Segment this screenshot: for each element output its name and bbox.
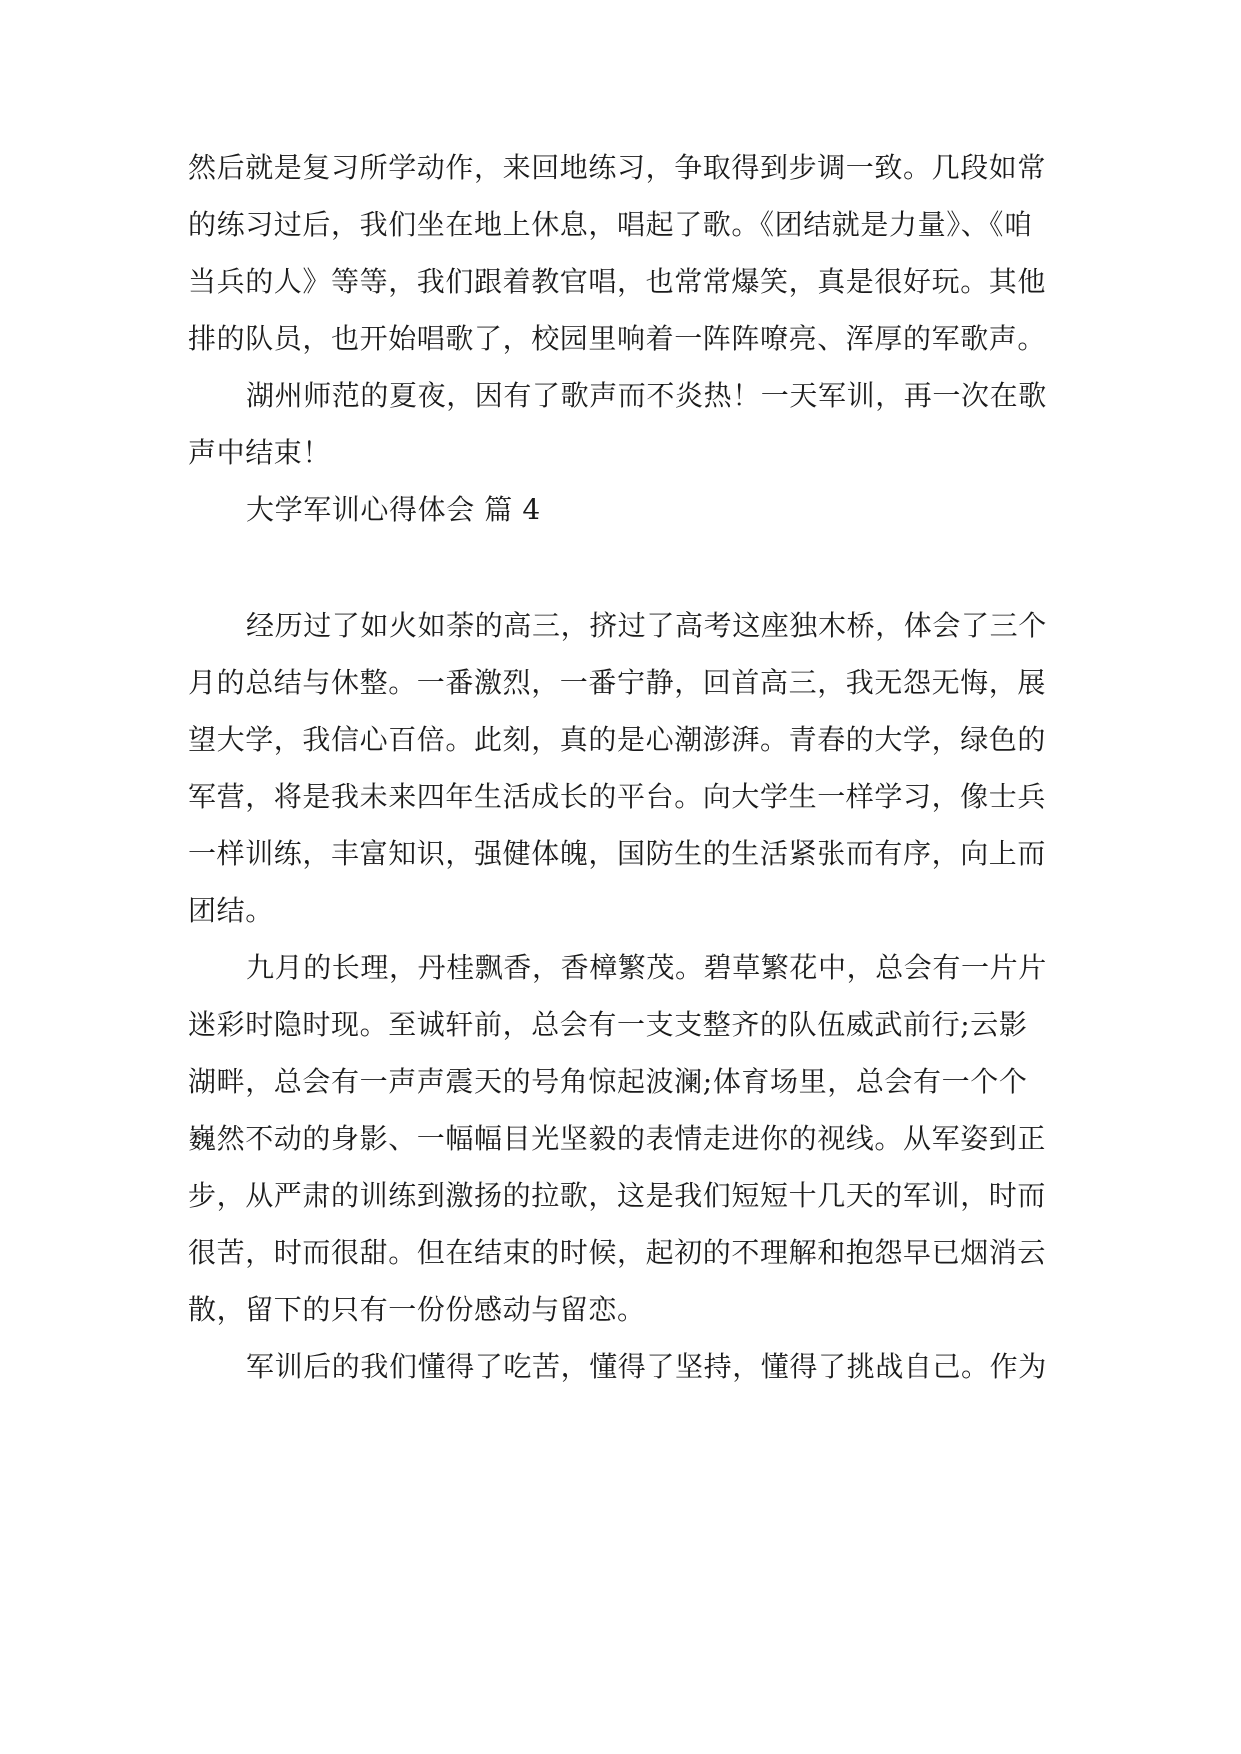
paragraph-line: 迷彩时隐时现。至诚轩前，总会有一支支整齐的队伍威武前行;云影 [188,1008,1028,1041]
paragraph-line: 军营，将是我未来四年生活成长的平台。向大学生一样学习，像士兵 [188,780,1047,813]
paragraph-line: 很苦，时而很甜。但在结束的时候，起初的不理解和抱怨早已烟消云 [188,1236,1047,1269]
paragraph-line: 军训后的我们懂得了吃苦，懂得了坚持，懂得了挑战自己。作为 [246,1350,1047,1383]
paragraph-line: 团结。 [188,894,274,927]
section-heading: 大学军训心得体会 篇 4 [246,493,541,526]
paragraph-line: 当兵的人》等等，我们跟着教官唱，也常常爆笑，真是很好玩。其他 [188,265,1047,298]
paragraph-line: 一样训练，丰富知识，强健体魄，国防生的生活紧张而有序，向上而 [188,837,1047,870]
paragraph-line: 的练习过后，我们坐在地上休息，唱起了歌。《团结就是力量》、《咱 [188,208,1033,241]
paragraph-line: 然后就是复习所学动作，来回地练习，争取得到步调一致。几段如常 [188,151,1047,184]
paragraph-line: 湖畔，总会有一声声震天的号角惊起波澜;体育场里，总会有一个个 [188,1065,1028,1098]
paragraph-line: 步，从严肃的训练到激扬的拉歌，这是我们短短十几天的军训，时而 [188,1179,1047,1212]
paragraph-line: 九月的长理，丹桂飘香，香樟繁茂。碧草繁花中，总会有一片片 [246,951,1047,984]
paragraph-line: 月的总结与休整。一番激烈，一番宁静，回首高三，我无怨无悔，展 [188,666,1047,699]
paragraph-line: 散，留下的只有一份份感动与留恋。 [188,1293,646,1326]
paragraph-line: 经历过了如火如荼的高三，挤过了高考这座独木桥，体会了三个 [246,609,1047,642]
paragraph-line: 排的队员，也开始唱歌了，校园里响着一阵阵嘹亮、浑厚的军歌声。 [188,322,1047,355]
paragraph-line: 声中结束！ [188,436,332,469]
paragraph-line: 湖州师范的夏夜，因有了歌声而不炎热！一天军训，再一次在歌 [246,379,1047,412]
paragraph-line: 巍然不动的身影、一幅幅目光坚毅的表情走进你的视线。从军姿到正 [188,1122,1047,1155]
paragraph-line: 望大学，我信心百倍。此刻，真的是心潮澎湃。青春的大学，绿色的 [188,723,1047,756]
